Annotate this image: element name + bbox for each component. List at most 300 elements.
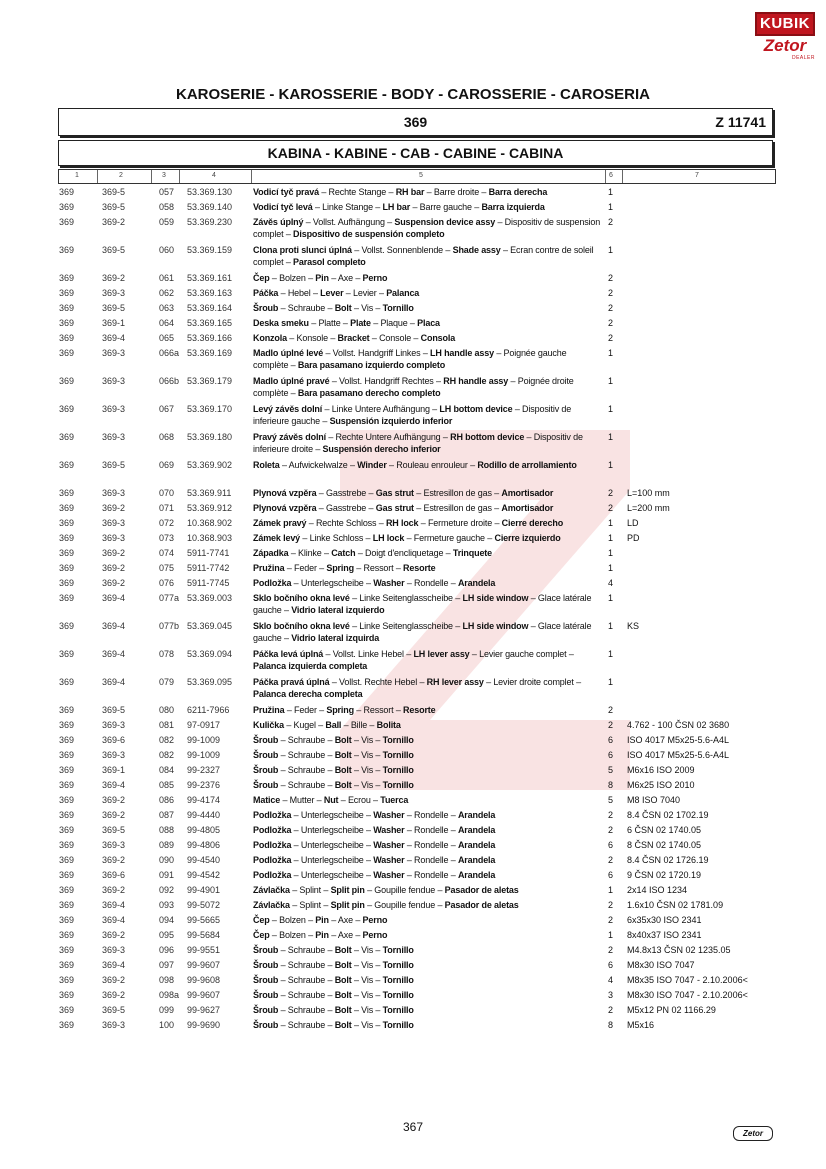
cell-part-number: 99-2376 [187,780,221,790]
cell-figure: 369-5 [102,825,126,835]
cell-description: Podložka – Unterlegscheibe – Washer – Rondelle – Arandela [253,855,496,865]
cell-position: 369 [59,593,75,603]
cell-position: 369 [59,825,75,835]
cell-position: 369 [59,460,75,470]
cell-description: Podložka – Unterlegscheibe – Washer – Rondelle – Arandela [253,825,496,835]
cell-figure: 369-1 [102,765,126,775]
cell-figure: 369-3 [102,376,126,386]
cell-item: 059 [159,217,175,227]
cell-part-number: 53.369.902 [187,460,233,470]
cell-figure: 369-4 [102,915,126,925]
cell-note: M8x30 ISO 7047 - 2.10.2006< [627,990,748,1000]
cell-part-number: 99-4174 [187,795,221,805]
cell-quantity: 5 [608,765,614,775]
cell-description: Šroub – Schraube – Bolt – Vis – Tornillo [253,765,414,775]
column-header-3: 3 [162,172,166,179]
cell-part-number: 99-5684 [187,930,221,940]
cell-quantity: 2 [608,900,614,910]
cell-position: 369 [59,578,75,588]
cell-position: 369 [59,705,75,715]
section-header-box [58,140,773,166]
cell-item: 078 [159,649,175,659]
cell-figure: 369-1 [102,318,126,328]
column-header [58,169,776,184]
cell-position: 369 [59,548,75,558]
cell-note: L=100 mm [627,488,670,498]
cell-description: Čep – Bolzen – Pin – Axe – Perno [253,915,388,925]
cell-figure: 369-3 [102,840,126,850]
cell-description: Vodicí tyč pravá – Rechte Stange – RH bar – Barre droite – Barra derecha [253,187,548,197]
cell-part-number: 53.369.159 [187,245,233,255]
cell-position: 369 [59,563,75,573]
cell-quantity: 2 [608,915,614,925]
cell-note: M6x16 ISO 2009 [627,765,695,775]
cell-figure: 369-6 [102,735,126,745]
cell-item: 100 [159,1020,175,1030]
cell-description: Kulička – Kugel – Ball – Bille – Bolita [253,720,401,730]
cell-part-number: 53.369.003 [187,593,233,603]
cell-description: Podložka – Unterlegscheibe – Washer – Rondelle – Arandela [253,840,496,850]
cell-item: 071 [159,503,175,513]
cell-description: Pružina – Feder – Spring – Ressort – Resorte [253,705,436,715]
cell-part-number: 53.369.165 [187,318,233,328]
cell-part-number: 10.368.903 [187,533,233,543]
cell-item: 064 [159,318,175,328]
column-header-6: 6 [609,172,613,179]
dealer-logo-text: DEALER [791,55,815,61]
cell-item: 074 [159,548,175,558]
cell-item: 081 [159,720,175,730]
cell-part-number: 53.369.163 [187,288,233,298]
cell-item: 095 [159,930,175,940]
cell-quantity: 4 [608,578,614,588]
cell-item: 098a [159,990,180,1000]
cell-note: M6x25 ISO 2010 [627,780,695,790]
cell-item: 090 [159,855,175,865]
column-header-1: 1 [75,172,79,179]
cell-part-number: 6211-7966 [187,705,230,715]
cell-part-number: 99-9608 [187,975,221,985]
cell-description: Zámek levý – Linke Schloss – LH lock – Fermeture gauche – Cierre izquierdo [253,533,561,543]
cell-item: 079 [159,677,175,687]
cell-figure: 369-4 [102,900,126,910]
cell-quantity: 1 [608,930,614,940]
cell-part-number: 53.369.230 [187,217,233,227]
cell-part-number: 99-4440 [187,810,221,820]
cell-quantity: 1 [608,677,614,687]
cell-part-number: 53.369.170 [187,404,233,414]
cell-figure: 369-3 [102,432,126,442]
cell-item: 084 [159,765,175,775]
cell-position: 369 [59,187,75,197]
cell-note: KS [627,621,640,631]
cell-note: M5x16 [627,1020,655,1030]
cell-part-number: 99-9551 [187,945,221,955]
cell-figure: 369-5 [102,460,126,470]
cell-item: 086 [159,795,175,805]
cell-figure: 369-4 [102,593,126,603]
cell-description: Páčka – Hebel – Lever – Levier – Palanca [253,288,420,298]
cell-description: Čep – Bolzen – Pin – Axe – Perno [253,273,388,283]
cell-figure: 369-2 [102,930,126,940]
cell-quantity: 2 [608,945,614,955]
cell-figure: 369-4 [102,649,126,659]
cell-figure: 369-4 [102,621,126,631]
cell-description: Šroub – Schraube – Bolt – Vis – Tornillo [253,750,414,760]
cell-quantity: 2 [608,705,614,715]
cell-figure: 369-2 [102,548,126,558]
cell-item: 092 [159,885,175,895]
cell-part-number: 97-0917 [187,720,221,730]
cell-note: 6x35x30 ISO 2341 [627,915,702,925]
cell-quantity: 8 [608,780,614,790]
cell-part-number: 99-4542 [187,870,221,880]
cell-note: LD [627,518,639,528]
cell-description: Šroub – Schraube – Bolt – Vis – Tornillo [253,1005,414,1015]
cell-note: 4.762 - 100 ČSN 02 3680 [627,720,730,730]
column-header-7: 7 [695,172,699,179]
cell-position: 369 [59,318,75,328]
cell-item: 068 [159,432,175,442]
cell-note: 6 ČSN 02 1740.05 [627,825,702,835]
cell-quantity: 1 [608,202,614,212]
cell-item: 058 [159,202,175,212]
cell-position: 369 [59,404,75,414]
cell-quantity: 6 [608,870,614,880]
cell-figure: 369-4 [102,333,126,343]
cell-quantity: 1 [608,563,614,573]
cell-description: Šroub – Schraube – Bolt – Vis – Tornillo [253,990,414,1000]
cell-item: 082 [159,750,175,760]
cell-position: 369 [59,840,75,850]
cell-position: 369 [59,621,75,631]
cell-position: 369 [59,1020,75,1030]
zetor-footer-logo: Zetor [733,1126,773,1141]
cell-position: 369 [59,795,75,805]
cell-quantity: 4 [608,975,614,985]
cell-item: 061 [159,273,175,283]
cell-note: 8 ČSN 02 1740.05 [627,840,702,850]
cell-figure: 369-5 [102,705,126,715]
cell-quantity: 2 [608,855,614,865]
cell-figure: 369-2 [102,975,126,985]
cell-part-number: 99-4540 [187,855,221,865]
cell-description: Sklo bočního okna levé – Linke Seitenglasscheibe – LH side window – Glace latérale gauche – Vidrio lateral izquirda [253,621,592,643]
cell-position: 369 [59,810,75,820]
cell-quantity: 1 [608,593,614,603]
cell-position: 369 [59,303,75,313]
cell-note: L=200 mm [627,503,670,513]
cell-description: Šroub – Schraube – Bolt – Vis – Tornillo [253,960,414,970]
cell-part-number: 99-2327 [187,765,221,775]
cell-description: Madlo úplné levé – Vollst. Handgriff Linkes – LH handle assy – Poignée gauche complète – Bara pasamano izquierdo completo [253,348,567,370]
cell-item: 077b [159,621,180,631]
cell-note: 9 ČSN 02 1720.19 [627,870,702,880]
cell-part-number: 53.369.912 [187,503,233,513]
cell-figure: 369-2 [102,795,126,805]
cell-item: 080 [159,705,175,715]
cell-figure: 369-5 [102,202,126,212]
cell-figure: 369-3 [102,1020,126,1030]
cell-description: Madlo úplné pravé – Vollst. Handgriff Rechtes – RH handle assy – Poignée droite complète – Bara pasamano derecho completo [253,376,574,398]
cell-description: Pravý závěs dolní – Rechte Untere Aufhängung – RH bottom device – Dispositiv de inferieure droite – Suspensión derecho inferior [253,432,583,454]
cell-description: Šroub – Schraube – Bolt – Vis – Tornillo [253,975,414,985]
cell-position: 369 [59,518,75,528]
group-code: Z 11741 [715,114,766,130]
cell-quantity: 2 [608,273,614,283]
cell-item: 062 [159,288,175,298]
cell-quantity: 6 [608,840,614,850]
cell-item: 075 [159,563,175,573]
cell-quantity: 2 [608,288,614,298]
cell-description: Šroub – Schraube – Bolt – Vis – Tornillo [253,1020,414,1030]
cell-description: Závlačka – Splint – Split pin – Goupille fendue – Pasador de aletas [253,900,519,910]
cell-part-number: 99-9607 [187,960,221,970]
cell-quantity: 1 [608,518,614,528]
cell-item: 069 [159,460,175,470]
cell-position: 369 [59,677,75,687]
cell-note: 8x40x37 ISO 2341 [627,930,702,940]
cell-description: Pružina – Feder – Spring – Ressort – Resorte [253,563,436,573]
cell-position: 369 [59,376,75,386]
cell-description: Čep – Bolzen – Pin – Axe – Perno [253,930,388,940]
cell-quantity: 2 [608,318,614,328]
kubik-logo-text: KUBIK [755,12,815,36]
cell-item: 099 [159,1005,175,1015]
cell-item: 057 [159,187,175,197]
group-number: 369 [403,114,428,130]
cell-position: 369 [59,432,75,442]
cell-description: Závěs úplný – Vollst. Aufhängung – Suspension device assy – Dispositiv de suspension complet – Dispositivo de suspensión completo [253,217,601,239]
cell-position: 369 [59,735,75,745]
cell-note: 8.4 ČSN 02 1702.19 [627,810,709,820]
cell-quantity: 3 [608,990,614,1000]
cell-part-number: 99-4806 [187,840,221,850]
cell-note: PD [627,533,640,543]
cell-part-number: 5911-7742 [187,563,230,573]
cell-part-number: 99-1009 [187,750,221,760]
cell-figure: 369-2 [102,273,126,283]
cell-position: 369 [59,915,75,925]
page-number: 367 [402,1120,424,1134]
cell-quantity: 1 [608,245,614,255]
cell-part-number: 53.369.045 [187,621,233,631]
cell-figure: 369-3 [102,533,126,543]
cell-position: 369 [59,333,75,343]
cell-item: 087 [159,810,175,820]
cell-position: 369 [59,1005,75,1015]
cell-figure: 369-3 [102,488,126,498]
cell-note: 2x14 ISO 1234 [627,885,688,895]
cell-figure: 369-3 [102,518,126,528]
cell-quantity: 6 [608,960,614,970]
cell-quantity: 2 [608,825,614,835]
cell-note: ISO 4017 M5x25-5.6-A4L [627,750,730,760]
cell-item: 098 [159,975,175,985]
cell-item: 088 [159,825,175,835]
cell-quantity: 8 [608,1020,614,1030]
cell-position: 369 [59,217,75,227]
cell-quantity: 5 [608,795,614,805]
cell-quantity: 2 [608,333,614,343]
cell-part-number: 53.369.094 [187,649,233,659]
cell-item: 093 [159,900,175,910]
cell-description: Západka – Klinke – Catch – Doigt d'encliquetage – Trinquete [253,548,493,558]
cell-part-number: 99-9607 [187,990,221,1000]
cell-figure: 369-4 [102,960,126,970]
cell-position: 369 [59,855,75,865]
cell-position: 369 [59,273,75,283]
column-header-4: 4 [212,172,216,179]
cell-position: 369 [59,900,75,910]
cell-part-number: 53.369.140 [187,202,233,212]
cell-description: Páčka levá úplná – Vollst. Linke Hebel – LH lever assy – Levier gauche complet – Palanca izquierda completa [253,649,574,671]
cell-quantity: 1 [608,432,614,442]
cell-figure: 369-5 [102,187,126,197]
cell-figure: 369-2 [102,990,126,1000]
cell-item: 067 [159,404,175,414]
section-title: KABINA - KABINE - CAB - CABINE - CABINA [267,145,564,161]
column-header-2: 2 [119,172,123,179]
cell-description: Šroub – Schraube – Bolt – Vis – Tornillo [253,780,414,790]
cell-item: 096 [159,945,175,955]
cell-part-number: 99-9690 [187,1020,221,1030]
page-title: KAROSERIE - KAROSSERIE - BODY - CAROSSERIE - CAROSERIA [176,86,650,103]
cell-description: Podložka – Unterlegscheibe – Washer – Rondelle – Arandela [253,578,496,588]
cell-part-number: 53.369.180 [187,432,233,442]
cell-position: 369 [59,960,75,970]
cell-item: 066b [159,376,180,386]
cell-figure: 369-5 [102,1005,126,1015]
cell-note: 8.4 ČSN 02 1726.19 [627,855,709,865]
cell-item: 097 [159,960,175,970]
cell-figure: 369-2 [102,503,126,513]
cell-quantity: 1 [608,548,614,558]
cell-position: 369 [59,885,75,895]
cell-quantity: 6 [608,735,614,745]
cell-quantity: 1 [608,885,614,895]
cell-item: 076 [159,578,175,588]
cell-part-number: 53.369.164 [187,303,233,313]
cell-figure: 369-3 [102,720,126,730]
cell-note: M8 ISO 7040 [627,795,681,805]
cell-quantity: 1 [608,404,614,414]
cell-item: 070 [159,488,175,498]
cell-description: Plynová vzpěra – Gasstrebe – Gas strut – Estresillon de gas – Amortisador [253,503,554,513]
cell-figure: 369-3 [102,750,126,760]
cell-part-number: 99-9627 [187,1005,221,1015]
cell-item: 065 [159,333,175,343]
cell-position: 369 [59,930,75,940]
cell-part-number: 53.369.130 [187,187,233,197]
cell-quantity: 2 [608,303,614,313]
cell-figure: 369-4 [102,780,126,790]
cell-quantity: 1 [608,533,614,543]
cell-description: Clona proti slunci úplná – Vollst. Sonnenblende – Shade assy – Ecran contre de soleil complet – Parasol completo [253,245,594,267]
cell-part-number: 99-4901 [187,885,221,895]
cell-part-number: 10.368.902 [187,518,233,528]
cell-quantity: 1 [608,348,614,358]
kubik-zetor-logo [755,12,815,64]
cell-figure: 369-5 [102,303,126,313]
cell-figure: 369-2 [102,855,126,865]
cell-part-number: 53.369.166 [187,333,233,343]
cell-figure: 369-2 [102,885,126,895]
cell-figure: 369-2 [102,578,126,588]
cell-item: 073 [159,533,175,543]
cell-note: 1.6x10 ČSN 02 1781.09 [627,900,724,910]
cell-position: 369 [59,348,75,358]
cell-description: Šroub – Schraube – Bolt – Vis – Tornillo [253,945,414,955]
cell-description: Deska smeku – Platte – Plate – Plaque – Placa [253,318,440,328]
cell-figure: 369-3 [102,945,126,955]
cell-item: 066a [159,348,180,358]
column-header-5: 5 [419,172,423,179]
cell-position: 369 [59,488,75,498]
cell-part-number: 99-5072 [187,900,221,910]
cell-part-number: 99-4805 [187,825,221,835]
cell-figure: 369-3 [102,404,126,414]
cell-quantity: 2 [608,1005,614,1015]
cell-description: Levý závěs dolní – Linke Untere Aufhängung – LH bottom device – Dispositiv de inferieure gauche – Suspensión izquierdo inferior [253,404,572,426]
cell-quantity: 1 [608,460,614,470]
cell-figure: 369-3 [102,288,126,298]
cell-note: M8x30 ISO 7047 [627,960,695,970]
cell-figure: 369-2 [102,563,126,573]
zetor-logo-text: Zetor [763,36,807,55]
cell-part-number: 53.369.095 [187,677,233,687]
cell-figure: 369-5 [102,245,126,255]
cell-part-number: 53.369.179 [187,376,233,386]
cell-quantity: 2 [608,720,614,730]
cell-quantity: 6 [608,750,614,760]
cell-item: 077a [159,593,180,603]
cell-position: 369 [59,503,75,513]
cell-position: 369 [59,288,75,298]
cell-description: Šroub – Schraube – Bolt – Vis – Tornillo [253,735,414,745]
cell-note: ISO 4017 M5x25-5.6-A4L [627,735,730,745]
cell-description: Sklo bočního okna levé – Linke Seitenglasscheibe – LH side window – Glace latérale gauche – Vidrio lateral izquierdo [253,593,592,615]
cell-part-number: 99-1009 [187,735,221,745]
cell-position: 369 [59,945,75,955]
cell-figure: 369-2 [102,217,126,227]
cell-description: Zámek pravý – Rechte Schloss – RH lock – Fermeture droite – Cierre derecho [253,518,564,528]
cell-description: Matice – Mutter – Nut – Ecrou – Tuerca [253,795,409,805]
cell-quantity: 2 [608,217,614,227]
cell-note: M8x35 ISO 7047 - 2.10.2006< [627,975,748,985]
cell-description: Páčka pravá úplná – Vollst. Rechte Hebel – RH lever assy – Levier droite complet – Palanca derecha completa [253,677,581,699]
cell-part-number: 99-5665 [187,915,221,925]
cell-note: M4.8x13 ČSN 02 1235.05 [627,945,731,955]
cell-item: 060 [159,245,175,255]
cell-position: 369 [59,202,75,212]
cell-position: 369 [59,975,75,985]
cell-quantity: 1 [608,649,614,659]
cell-position: 369 [59,990,75,1000]
cell-position: 369 [59,750,75,760]
cell-description: Šroub – Schraube – Bolt – Vis – Tornillo [253,303,414,313]
cell-quantity: 2 [608,503,614,513]
cell-description: Roleta – Aufwickelwalze – Winder – Rouleau enrouleur – Rodillo de arrollamiento [253,460,577,470]
group-header-box [58,108,773,136]
cell-position: 369 [59,765,75,775]
cell-figure: 369-3 [102,348,126,358]
cell-position: 369 [59,533,75,543]
cell-position: 369 [59,720,75,730]
cell-part-number: 5911-7741 [187,548,230,558]
cell-quantity: 1 [608,621,614,631]
cell-position: 369 [59,245,75,255]
